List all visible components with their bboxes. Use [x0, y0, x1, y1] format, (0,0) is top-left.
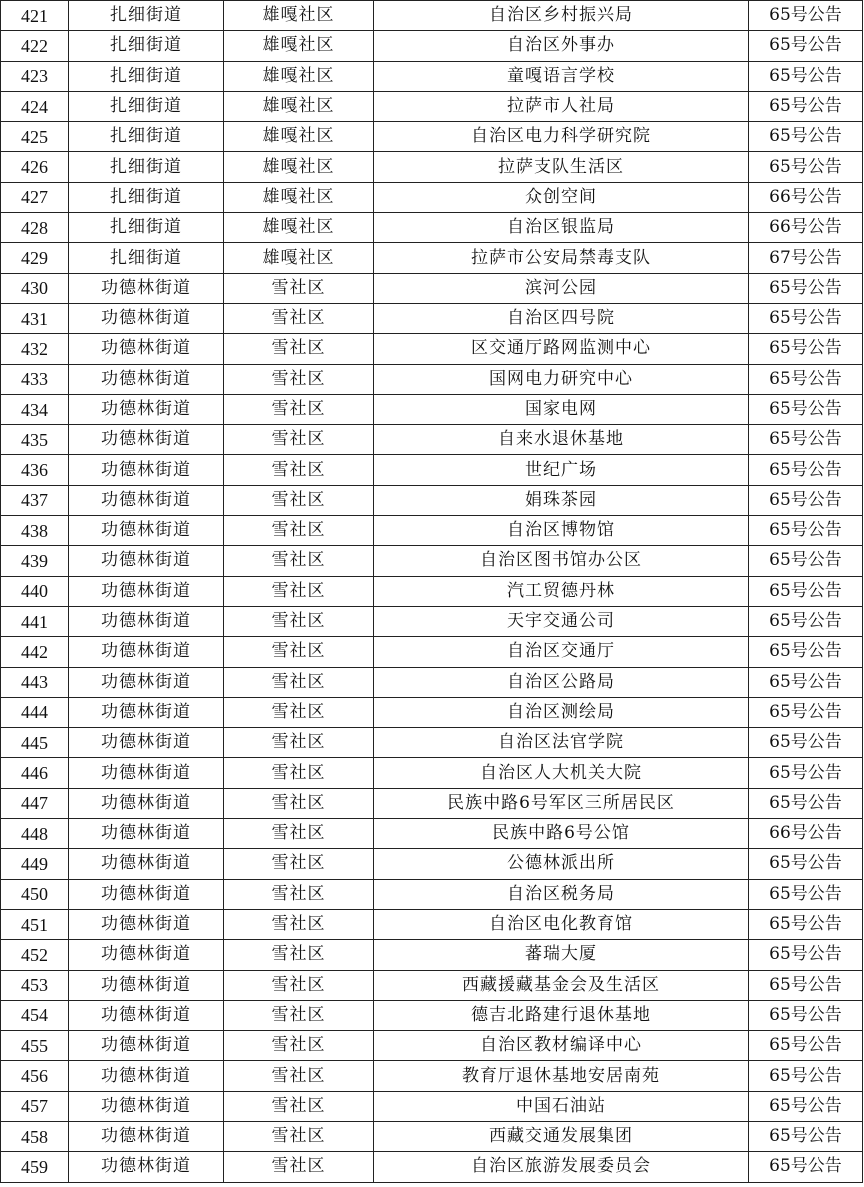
row-number-cell: 425	[1, 122, 69, 152]
location-cell: 自治区外事办	[374, 31, 749, 61]
row-number-cell: 457	[1, 1091, 69, 1121]
community-cell: 雪社区	[224, 788, 374, 818]
announcement-cell: 66号公告	[749, 213, 863, 243]
community-cell: 雪社区	[224, 606, 374, 636]
announcement-cell: 65号公告	[749, 849, 863, 879]
location-cell: 滨河公园	[374, 273, 749, 303]
location-cell: 自治区测绘局	[374, 697, 749, 727]
table-row	[1, 182, 863, 212]
street-cell: 功德林街道	[69, 909, 224, 939]
location-cell: 自治区图书馆办公区	[374, 546, 749, 576]
announcement-cell: 65号公告	[749, 516, 863, 546]
table-row	[1, 152, 863, 182]
street-cell: 功德林街道	[69, 303, 224, 333]
table-row	[1, 576, 863, 606]
community-cell: 雪社区	[224, 758, 374, 788]
street-cell: 扎细街道	[69, 152, 224, 182]
announcement-cell: 65号公告	[749, 1061, 863, 1091]
community-cell: 雪社区	[224, 940, 374, 970]
table-row	[1, 788, 863, 818]
table-row	[1, 91, 863, 121]
announcement-cell: 65号公告	[749, 788, 863, 818]
location-cell: 教育厅退休基地安居南苑	[374, 1061, 749, 1091]
table-row	[1, 1061, 863, 1091]
row-number-cell: 447	[1, 788, 69, 818]
street-cell: 功德林街道	[69, 637, 224, 667]
location-cell: 自治区乡村振兴局	[374, 1, 749, 31]
location-cell: 拉萨市公安局禁毒支队	[374, 243, 749, 273]
table-row	[1, 1091, 863, 1121]
community-cell: 雄嘎社区	[224, 31, 374, 61]
announcement-cell: 65号公告	[749, 940, 863, 970]
location-cell: 世纪广场	[374, 455, 749, 485]
location-cell: 拉萨市人社局	[374, 91, 749, 121]
location-cell: 区交通厅路网监测中心	[374, 334, 749, 364]
location-cell: 自治区旅游发展委员会	[374, 1152, 749, 1182]
community-cell: 雪社区	[224, 667, 374, 697]
street-cell: 扎细街道	[69, 61, 224, 91]
table-row	[1, 667, 863, 697]
street-cell: 功德林街道	[69, 516, 224, 546]
street-cell: 功德林街道	[69, 1000, 224, 1030]
announcement-cell: 66号公告	[749, 182, 863, 212]
table-row	[1, 1031, 863, 1061]
location-cell: 民族中路6号公馆	[374, 819, 749, 849]
announcement-cell: 65号公告	[749, 303, 863, 333]
community-cell: 雪社区	[224, 455, 374, 485]
community-cell: 雪社区	[224, 364, 374, 394]
location-cell: 自治区电力科学研究院	[374, 122, 749, 152]
location-cell: 蕃瑞大厦	[374, 940, 749, 970]
table-row	[1, 485, 863, 515]
table-row	[1, 303, 863, 333]
table-row	[1, 1121, 863, 1151]
row-number-cell: 430	[1, 273, 69, 303]
table-row	[1, 1, 863, 31]
announcement-cell: 65号公告	[749, 455, 863, 485]
street-cell: 功德林街道	[69, 879, 224, 909]
location-cell: 公德林派出所	[374, 849, 749, 879]
street-cell: 扎细街道	[69, 213, 224, 243]
street-cell: 扎细街道	[69, 182, 224, 212]
community-cell: 雪社区	[224, 425, 374, 455]
table-row	[1, 697, 863, 727]
location-cell: 自治区电化教育馆	[374, 909, 749, 939]
announcement-cell: 65号公告	[749, 1000, 863, 1030]
community-cell: 雪社区	[224, 970, 374, 1000]
announcement-cell: 65号公告	[749, 879, 863, 909]
location-cell: 西藏援藏基金会及生活区	[374, 970, 749, 1000]
announcement-cell: 65号公告	[749, 728, 863, 758]
row-number-cell: 421	[1, 1, 69, 31]
street-cell: 功德林街道	[69, 819, 224, 849]
table-row	[1, 31, 863, 61]
row-number-cell: 431	[1, 303, 69, 333]
community-cell: 雪社区	[224, 909, 374, 939]
community-cell: 雪社区	[224, 697, 374, 727]
row-number-cell: 433	[1, 364, 69, 394]
table-row	[1, 546, 863, 576]
table-body	[1, 1, 863, 1183]
street-cell: 功德林街道	[69, 394, 224, 424]
street-cell: 功德林街道	[69, 970, 224, 1000]
street-cell: 功德林街道	[69, 606, 224, 636]
location-cell: 天宇交通公司	[374, 606, 749, 636]
location-cell: 自治区税务局	[374, 879, 749, 909]
announcement-cell: 65号公告	[749, 606, 863, 636]
row-number-cell: 438	[1, 516, 69, 546]
row-number-cell: 459	[1, 1152, 69, 1182]
row-number-cell: 458	[1, 1121, 69, 1151]
community-cell: 雪社区	[224, 1000, 374, 1030]
row-number-cell: 437	[1, 485, 69, 515]
street-cell: 功德林街道	[69, 364, 224, 394]
community-cell: 雪社区	[224, 394, 374, 424]
row-number-cell: 436	[1, 455, 69, 485]
community-cell: 雄嘎社区	[224, 213, 374, 243]
community-cell: 雄嘎社区	[224, 122, 374, 152]
announcement-cell: 65号公告	[749, 1121, 863, 1151]
street-cell: 扎细街道	[69, 31, 224, 61]
announcement-cell: 65号公告	[749, 758, 863, 788]
community-cell: 雄嘎社区	[224, 182, 374, 212]
community-cell: 雪社区	[224, 546, 374, 576]
location-cell: 中国石油站	[374, 1091, 749, 1121]
row-number-cell: 443	[1, 667, 69, 697]
community-cell: 雪社区	[224, 334, 374, 364]
announcement-cell: 65号公告	[749, 91, 863, 121]
street-cell: 功德林街道	[69, 728, 224, 758]
announcement-cell: 65号公告	[749, 394, 863, 424]
street-cell: 功德林街道	[69, 788, 224, 818]
table-row	[1, 940, 863, 970]
street-cell: 扎细街道	[69, 243, 224, 273]
community-cell: 雪社区	[224, 819, 374, 849]
table-row	[1, 61, 863, 91]
row-number-cell: 449	[1, 849, 69, 879]
announcement-cell: 65号公告	[749, 909, 863, 939]
street-cell: 扎细街道	[69, 1, 224, 31]
community-cell: 雪社区	[224, 1031, 374, 1061]
location-cell: 自治区教材编译中心	[374, 1031, 749, 1061]
announcement-cell: 65号公告	[749, 546, 863, 576]
street-cell: 功德林街道	[69, 576, 224, 606]
row-number-cell: 423	[1, 61, 69, 91]
community-cell: 雄嘎社区	[224, 1, 374, 31]
row-number-cell: 435	[1, 425, 69, 455]
street-cell: 功德林街道	[69, 667, 224, 697]
location-cell: 民族中路6号军区三所居民区	[374, 788, 749, 818]
location-cell: 自治区人大机关大院	[374, 758, 749, 788]
location-cell: 国网电力研究中心	[374, 364, 749, 394]
community-cell: 雪社区	[224, 1091, 374, 1121]
street-cell: 功德林街道	[69, 758, 224, 788]
location-cell: 汽工贸德丹林	[374, 576, 749, 606]
table-row	[1, 1000, 863, 1030]
table-row	[1, 516, 863, 546]
announcement-cell: 65号公告	[749, 576, 863, 606]
street-cell: 功德林街道	[69, 1152, 224, 1182]
street-cell: 功德林街道	[69, 1031, 224, 1061]
community-cell: 雪社区	[224, 1061, 374, 1091]
table-row	[1, 364, 863, 394]
announcement-cell: 65号公告	[749, 152, 863, 182]
location-cell: 自治区交通厅	[374, 637, 749, 667]
announcement-cell: 65号公告	[749, 273, 863, 303]
location-cell: 众创空间	[374, 182, 749, 212]
table-row	[1, 243, 863, 273]
table-row	[1, 819, 863, 849]
announcement-cell: 66号公告	[749, 819, 863, 849]
row-number-cell: 426	[1, 152, 69, 182]
street-cell: 功德林街道	[69, 485, 224, 515]
table-row	[1, 970, 863, 1000]
community-cell: 雪社区	[224, 849, 374, 879]
table-row	[1, 1152, 863, 1182]
row-number-cell: 428	[1, 213, 69, 243]
table-row	[1, 879, 863, 909]
table-row	[1, 122, 863, 152]
announcement-cell: 65号公告	[749, 31, 863, 61]
street-cell: 扎细街道	[69, 122, 224, 152]
street-cell: 功德林街道	[69, 425, 224, 455]
location-cell: 自治区公路局	[374, 667, 749, 697]
row-number-cell: 446	[1, 758, 69, 788]
community-cell: 雪社区	[224, 485, 374, 515]
row-number-cell: 422	[1, 31, 69, 61]
announcement-cell: 65号公告	[749, 697, 863, 727]
row-number-cell: 445	[1, 728, 69, 758]
row-number-cell: 453	[1, 970, 69, 1000]
announcement-cell: 65号公告	[749, 485, 863, 515]
row-number-cell: 454	[1, 1000, 69, 1030]
table-row	[1, 213, 863, 243]
row-number-cell: 452	[1, 940, 69, 970]
table-row	[1, 425, 863, 455]
row-number-cell: 439	[1, 546, 69, 576]
announcement-cell: 65号公告	[749, 1091, 863, 1121]
community-cell: 雪社区	[224, 516, 374, 546]
table-row	[1, 849, 863, 879]
row-number-cell: 429	[1, 243, 69, 273]
table-row	[1, 909, 863, 939]
street-cell: 功德林街道	[69, 940, 224, 970]
street-cell: 功德林街道	[69, 1121, 224, 1151]
community-cell: 雪社区	[224, 879, 374, 909]
announcement-cell: 65号公告	[749, 637, 863, 667]
street-cell: 功德林街道	[69, 1091, 224, 1121]
row-number-cell: 432	[1, 334, 69, 364]
table-row	[1, 273, 863, 303]
table-row	[1, 455, 863, 485]
table-row	[1, 637, 863, 667]
street-cell: 功德林街道	[69, 273, 224, 303]
announcement-cell: 65号公告	[749, 61, 863, 91]
community-cell: 雄嘎社区	[224, 91, 374, 121]
row-number-cell: 442	[1, 637, 69, 667]
table-row	[1, 728, 863, 758]
community-cell: 雪社区	[224, 728, 374, 758]
table-row	[1, 334, 863, 364]
table-row	[1, 606, 863, 636]
row-number-cell: 424	[1, 91, 69, 121]
location-cell: 自来水退休基地	[374, 425, 749, 455]
street-cell: 扎细街道	[69, 91, 224, 121]
row-number-cell: 441	[1, 606, 69, 636]
announcement-cell: 65号公告	[749, 667, 863, 697]
community-cell: 雪社区	[224, 1152, 374, 1182]
announcement-cell: 65号公告	[749, 1152, 863, 1182]
row-number-cell: 434	[1, 394, 69, 424]
street-cell: 功德林街道	[69, 1061, 224, 1091]
announcement-cell: 65号公告	[749, 1031, 863, 1061]
location-cell: 自治区法官学院	[374, 728, 749, 758]
table-row	[1, 394, 863, 424]
announcement-cell: 65号公告	[749, 425, 863, 455]
row-number-cell: 450	[1, 879, 69, 909]
announcement-cell: 65号公告	[749, 122, 863, 152]
announcement-cell: 65号公告	[749, 334, 863, 364]
table-row	[1, 758, 863, 788]
location-cell: 德吉北路建行退休基地	[374, 1000, 749, 1030]
community-cell: 雪社区	[224, 303, 374, 333]
community-cell: 雪社区	[224, 273, 374, 303]
row-number-cell: 444	[1, 697, 69, 727]
row-number-cell: 451	[1, 909, 69, 939]
street-cell: 功德林街道	[69, 849, 224, 879]
announcement-cell: 65号公告	[749, 364, 863, 394]
row-number-cell: 448	[1, 819, 69, 849]
location-cell: 自治区银监局	[374, 213, 749, 243]
street-cell: 功德林街道	[69, 455, 224, 485]
location-cell: 童嘎语言学校	[374, 61, 749, 91]
announcement-cell: 65号公告	[749, 970, 863, 1000]
street-cell: 功德林街道	[69, 546, 224, 576]
community-cell: 雪社区	[224, 637, 374, 667]
row-number-cell: 427	[1, 182, 69, 212]
community-cell: 雄嘎社区	[224, 152, 374, 182]
community-cell: 雪社区	[224, 576, 374, 606]
location-cell: 拉萨支队生活区	[374, 152, 749, 182]
community-cell: 雪社区	[224, 1121, 374, 1151]
row-number-cell: 456	[1, 1061, 69, 1091]
street-cell: 功德林街道	[69, 334, 224, 364]
announcement-cell: 67号公告	[749, 243, 863, 273]
location-cell: 娟珠茶园	[374, 485, 749, 515]
street-cell: 功德林街道	[69, 697, 224, 727]
location-cell: 自治区博物馆	[374, 516, 749, 546]
community-cell: 雄嘎社区	[224, 61, 374, 91]
row-number-cell: 440	[1, 576, 69, 606]
location-cell: 西藏交通发展集团	[374, 1121, 749, 1151]
location-cell: 自治区四号院	[374, 303, 749, 333]
row-number-cell: 455	[1, 1031, 69, 1061]
community-cell: 雄嘎社区	[224, 243, 374, 273]
announcement-cell: 65号公告	[749, 1, 863, 31]
location-cell: 国家电网	[374, 394, 749, 424]
